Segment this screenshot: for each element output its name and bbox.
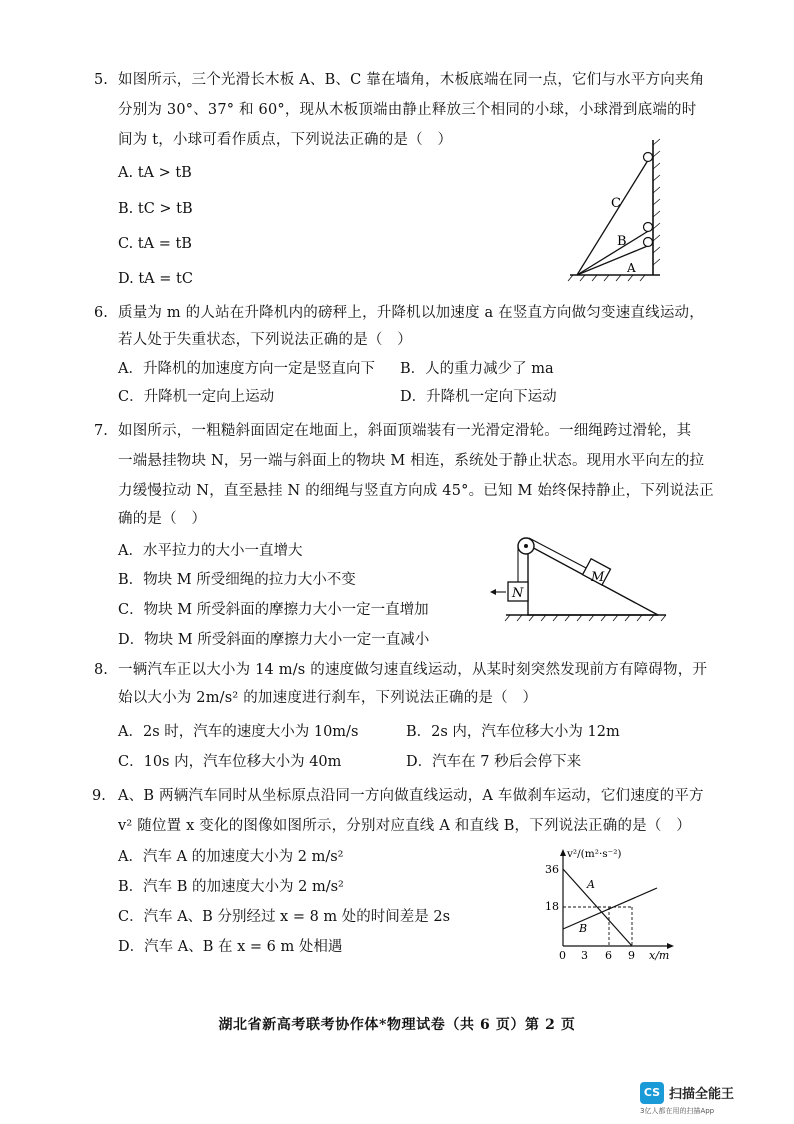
question-number: 6. [94, 305, 108, 321]
label-m: M [591, 570, 605, 585]
x-axis-label: x/m [649, 949, 670, 962]
question-text-line: 如图所示，一粗糙斜面固定在地面上，斜面顶端装有一光滑定滑轮。一细绳跨过滑轮，其 [118, 423, 692, 439]
question-text-line: 一端悬挂物块 N，另一端与斜面上的物块 M 相连，系统处于静止状态。现用水平向左的拉 [118, 453, 705, 469]
question-number: 5. [94, 72, 108, 88]
x-tick-3: 3 [581, 949, 588, 962]
option-b: B．汽车 B 的加速度大小为 2 m/s² [118, 879, 344, 895]
y-tick-18: 18 [545, 900, 559, 913]
x-tick-6: 6 [605, 949, 612, 962]
option-c: C．升降机一定向上运动 [118, 389, 275, 405]
option-d: D. tA = tC [118, 271, 193, 287]
line-b [563, 888, 657, 929]
option-c: C．物块 M 所受斜面的摩擦力大小一定一直增加 [118, 602, 429, 618]
option-a: A. tA > tB [118, 165, 192, 181]
scanner-tagline: 3亿人都在用的扫描App [640, 1107, 715, 1115]
option-c: C．10s 内，汽车位移大小为 40m [118, 754, 342, 770]
question-text-line: 分别为 30°、37° 和 60°，现从木板顶端由静止释放三个相同的小球，小球滑到底端的时 [118, 102, 697, 118]
option-d: D．汽车在 7 秒后会停下来 [406, 754, 582, 770]
y-axis-label: v²/(m²·s⁻²) [567, 848, 622, 860]
question-number: 9. [92, 788, 106, 804]
label-a: A [627, 261, 636, 275]
ball-b [644, 223, 653, 232]
x-tick-0: 0 [559, 949, 566, 962]
ground-hatching [505, 615, 666, 621]
question-text-line: 一辆汽车正以大小为 14 m/s 的速度做匀速直线运动，从某时刻突然发现前方有障碍物，开 [118, 662, 708, 678]
pull-arrow-head [490, 589, 496, 595]
option-a: A．汽车 A 的加速度大小为 2 m/s² [118, 849, 344, 865]
page-footer: 湖北省新高考联考协作体*物理试卷（共 6 页）第 2 页 [218, 1017, 576, 1033]
ball-a [644, 238, 653, 247]
option-c: C．汽车 A、B 分别经过 x = 8 m 处的时间差是 2s [118, 909, 451, 925]
question-text-line: 如图所示，三个光滑长木板 A、B、C 靠在墙角，木板底端在同一点，它们与水平方向夹角 [118, 72, 705, 88]
board-b [577, 230, 650, 275]
question-text-line: A、B 两辆汽车同时从坐标原点沿同一方向做直线运动，A 车做刹车运动，它们速度的平方 [118, 788, 704, 804]
board-a [577, 245, 650, 275]
board-c [577, 157, 650, 275]
v2-x-graph [535, 840, 685, 965]
label-c: C [611, 196, 621, 211]
label-b: B [617, 234, 627, 249]
x-tick-9: 9 [628, 949, 635, 962]
rope-incline [529, 538, 588, 569]
camscanner-logo-icon: CS [640, 1082, 664, 1104]
incline-pulley-figure [488, 525, 673, 625]
scanner-watermark [640, 1080, 780, 1118]
option-c: C. tA = tB [118, 236, 192, 252]
inclined-boards-figure [565, 135, 675, 285]
option-b: B．物块 M 所受细绳的拉力大小不变 [118, 572, 356, 588]
y-axis-arrow [560, 849, 566, 856]
option-b: B．2s 内，汽车位移大小为 12m [406, 724, 620, 740]
y-tick-36: 36 [545, 863, 559, 876]
question-text-line: 确的是（ ） [118, 511, 207, 527]
question-text-line: v² 随位置 x 变化的图像如图所示，分别对应直线 A 和直线 B，下列说法正确的是（ ） [118, 818, 691, 834]
question-text-line: 力缓慢拉动 N，直至悬挂 N 的细绳与竖直方向成 45°。已知 M 始终保持静止，下列说法正 [118, 483, 714, 499]
scanner-app-name: 扫描全能王 [669, 1087, 735, 1102]
line-a [563, 869, 632, 946]
line-a-label: A [587, 878, 595, 891]
option-b: B. tC > tB [118, 201, 193, 217]
question-text-line: 始以大小为 2m/s² 的加速度进行刹车，下列说法正确的是（ ） [118, 690, 538, 706]
line-b-label: B [579, 922, 588, 935]
option-d: D．升降机一定向下运动 [400, 389, 557, 405]
label-n: N [512, 586, 524, 601]
question-number: 8. [94, 662, 108, 678]
question-number: 7. [94, 423, 108, 439]
pulley-axle [524, 544, 528, 548]
option-a: A．升降机的加速度方向一定是竖直向下 [118, 361, 375, 377]
ball-c [644, 153, 653, 162]
question-text-line: 若人处于失重状态，下列说法正确的是（ ） [118, 332, 412, 348]
option-b: B．人的重力减少了 ma [400, 361, 554, 377]
option-d: D．物块 M 所受斜面的摩擦力大小一定一直减小 [118, 632, 430, 648]
question-text-line: 间为 t，小球可看作质点，下列说法正确的是（ ） [118, 132, 453, 148]
option-a: A．2s 时，汽车的速度大小为 10m/s [118, 724, 359, 740]
wall-hatching [653, 139, 660, 265]
question-text-line: 质量为 m 的人站在升降机内的磅秤上，升降机以加速度 a 在竖直方向做匀变速直线运动， [118, 305, 704, 321]
option-a: A．水平拉力的大小一直增大 [118, 543, 303, 559]
option-d: D．汽车 A、B 在 x = 6 m 处相遇 [118, 939, 343, 955]
floor-hatching [568, 275, 645, 281]
